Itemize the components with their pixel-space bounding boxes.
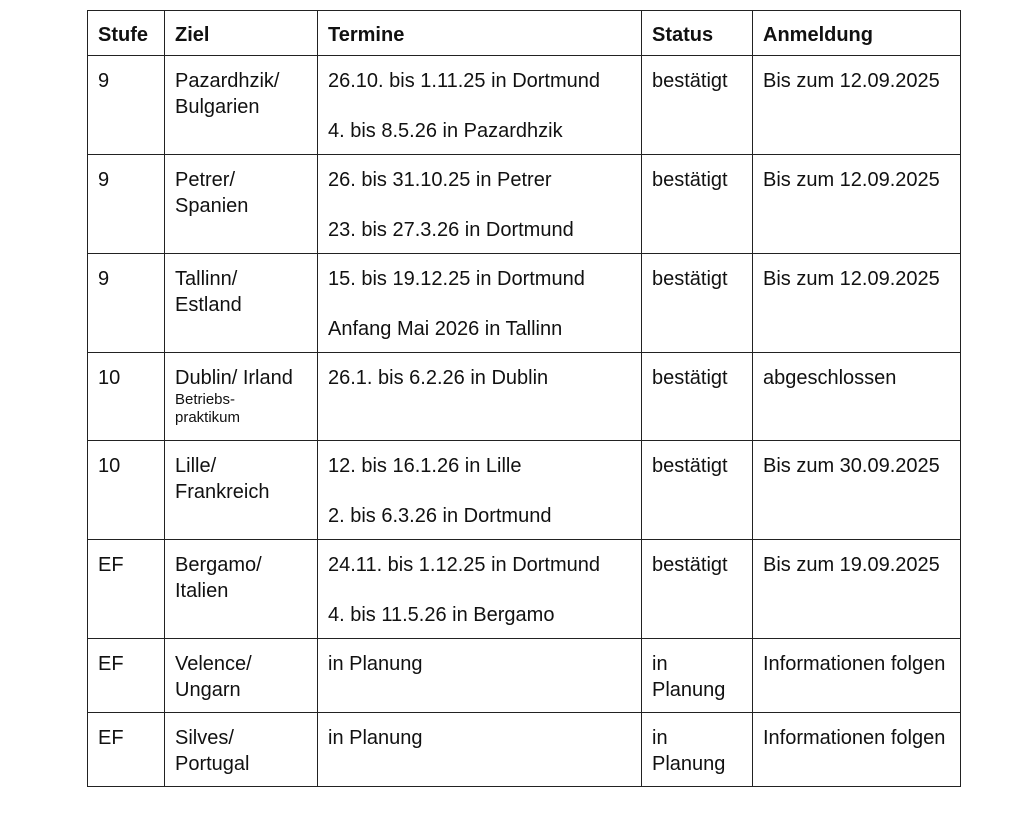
cell-termine: [318, 353, 642, 441]
exchange-schedule-table: [87, 10, 961, 787]
cell-stufe: EF: [88, 639, 165, 713]
header-ziel: Ziel: [165, 11, 318, 56]
termin-date: 26.1. bis 6.2.26 in Dublin: [328, 367, 549, 389]
cell-ziel: [165, 155, 318, 254]
cell-termine: [318, 254, 642, 353]
cell-anmeldung: Bis zum 12.09.2025: [753, 155, 961, 254]
header-status: Status: [642, 11, 753, 56]
cell-status: [642, 254, 753, 353]
cell-anmeldung: abgeschlossen: [753, 353, 961, 441]
cell-stufe: 10: [88, 441, 165, 540]
termin-date: 4. bis 8.5.26 in Pazardhzik: [328, 120, 563, 142]
ziel-country: Bulgarien: [175, 96, 260, 118]
cell-status: [642, 353, 753, 441]
header-anmeldung: Anmeldung: [753, 11, 961, 56]
termin-date: 23. bis 27.3.26 in Dortmund: [328, 219, 574, 241]
status-text: bestätigt: [652, 169, 728, 191]
termin-date: Anfang Mai 2026 in Tallinn: [328, 318, 563, 340]
termin-date: 2. bis 6.3.26 in Dortmund: [328, 505, 552, 527]
cell-status: [642, 540, 753, 639]
cell-stufe: EF: [88, 540, 165, 639]
termin-date: 15. bis 19.12.25 in Dortmund: [328, 268, 585, 290]
cell-status: [642, 155, 753, 254]
cell-stufe: 9: [88, 56, 165, 155]
ziel-city: Petrer/: [175, 169, 236, 191]
cell-status: [642, 441, 753, 540]
cell-anmeldung: Bis zum 19.09.2025: [753, 540, 961, 639]
termin-date: 24.11. bis 1.12.25 in Dortmund: [328, 554, 601, 576]
cell-termine: [318, 155, 642, 254]
ziel-city: Dublin/ Irland: [175, 367, 293, 389]
ziel-city: Pazardhzik/: [175, 70, 280, 92]
table-row: [88, 441, 961, 540]
cell-anmeldung: Bis zum 12.09.2025: [753, 56, 961, 155]
cell-ziel: [165, 353, 318, 441]
table-row: [88, 56, 961, 155]
ziel-note: Betriebs-: [175, 391, 236, 408]
table-row: [88, 254, 961, 353]
ziel-city: Tallinn/: [175, 268, 238, 290]
table-row: [88, 540, 961, 639]
ziel-note: praktikum: [175, 409, 241, 426]
table-row: [88, 713, 961, 787]
cell-status: [642, 639, 753, 713]
ziel-city: Lille/: [175, 455, 217, 477]
termin-date: 26. bis 31.10.25 in Petrer: [328, 169, 552, 191]
cell-termine: [318, 56, 642, 155]
table-row: [88, 353, 961, 441]
cell-anmeldung: Informationen folgen: [753, 639, 961, 713]
cell-stufe: 9: [88, 254, 165, 353]
cell-ziel: [165, 713, 318, 787]
cell-status: [642, 56, 753, 155]
status-text: in: [652, 727, 668, 749]
cell-ziel: [165, 540, 318, 639]
cell-termine: [318, 441, 642, 540]
table-row: [88, 639, 961, 713]
termin-date: in Planung: [328, 653, 423, 675]
status-text: bestätigt: [652, 70, 728, 92]
ziel-country: Portugal: [175, 753, 250, 775]
cell-ziel: [165, 56, 318, 155]
ziel-country: Spanien: [175, 195, 249, 217]
cell-stufe: EF: [88, 713, 165, 787]
status-text: bestätigt: [652, 554, 728, 576]
status-text: bestätigt: [652, 455, 728, 477]
status-text: Planung: [652, 753, 726, 775]
header-termine: Termine: [318, 11, 642, 56]
ziel-city: Bergamo/: [175, 554, 262, 576]
ziel-country: Estland: [175, 294, 242, 316]
cell-ziel: [165, 254, 318, 353]
status-text: Planung: [652, 679, 726, 701]
ziel-country: Ungarn: [175, 679, 241, 701]
cell-termine: [318, 540, 642, 639]
termin-date: 12. bis 16.1.26 in Lille: [328, 455, 522, 477]
termin-date: 4. bis 11.5.26 in Bergamo: [328, 604, 555, 626]
cell-anmeldung: Informationen folgen: [753, 713, 961, 787]
header-row: [88, 11, 961, 56]
cell-anmeldung: Bis zum 12.09.2025: [753, 254, 961, 353]
ziel-city: Silves/: [175, 727, 234, 749]
status-text: bestätigt: [652, 367, 728, 389]
ziel-city: Velence/: [175, 653, 252, 675]
header-stufe: Stufe: [88, 11, 165, 56]
cell-termine: [318, 639, 642, 713]
termin-date: 26.10. bis 1.11.25 in Dortmund: [328, 70, 601, 92]
cell-stufe: 10: [88, 353, 165, 441]
ziel-country: Frankreich: [175, 481, 270, 503]
cell-termine: [318, 713, 642, 787]
ziel-country: Italien: [175, 580, 229, 602]
cell-ziel: [165, 639, 318, 713]
status-text: bestätigt: [652, 268, 728, 290]
status-text: in: [652, 653, 668, 675]
cell-anmeldung: Bis zum 30.09.2025: [753, 441, 961, 540]
cell-status: [642, 713, 753, 787]
cell-stufe: 9: [88, 155, 165, 254]
termin-date: in Planung: [328, 727, 423, 749]
cell-ziel: [165, 441, 318, 540]
table-row: [88, 155, 961, 254]
